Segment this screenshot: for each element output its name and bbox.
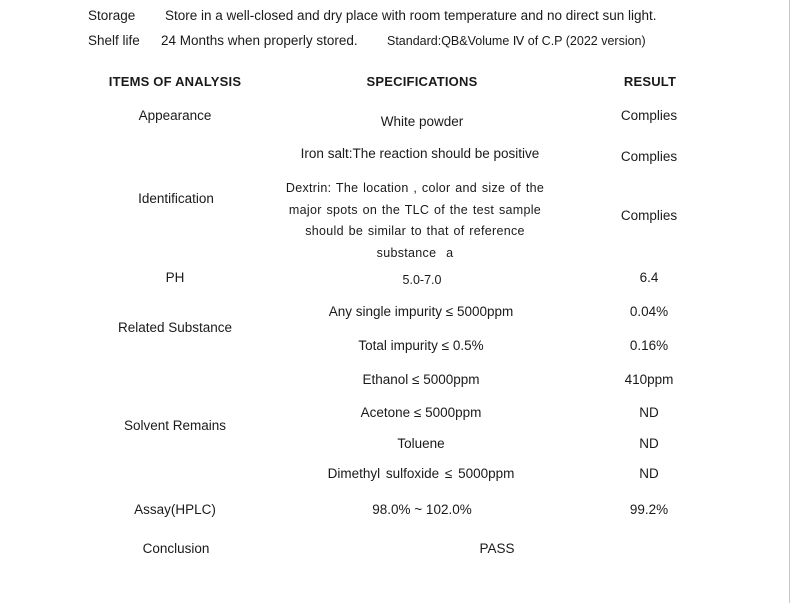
shelf-life-text: 24 Months when properly stored.: [161, 33, 358, 48]
spec-dextrin-line: major spots on the TLC of the test sample: [288, 202, 542, 217]
spec-appearance: White powder: [380, 114, 464, 129]
result-appearance: Complies: [620, 108, 678, 123]
spec-total-impurity: Total impurity ≤ 0.5%: [358, 338, 484, 353]
spec-ethanol: Ethanol ≤ 5000ppm: [362, 372, 480, 387]
result-ethanol: 410ppm: [624, 372, 674, 387]
item-appearance: Appearance: [138, 108, 212, 123]
item-ph: PH: [165, 270, 185, 285]
header-specifications: SPECIFICATIONS: [366, 74, 478, 89]
storage-text: Store in a well-closed and dry place with room temperature and no direct sun light.: [165, 8, 657, 23]
spec-toluene: Toluene: [397, 436, 445, 451]
item-identification: Identification: [138, 191, 214, 206]
result-dimethyl-sulfoxide: ND: [639, 466, 659, 481]
result-toluene: ND: [639, 436, 659, 451]
shelf-life-label: Shelf life: [88, 33, 140, 48]
result-acetone: ND: [639, 405, 659, 420]
spec-dextrin-line: substance a: [376, 245, 454, 260]
spec-dextrin-line: Dextrin: The location , color and size of the: [285, 181, 545, 195]
spec-ph: 5.0-7.0: [402, 273, 442, 287]
item-related-substance: Related Substance: [117, 320, 233, 335]
result-total-impurity: 0.16%: [629, 338, 669, 353]
result-assay: 99.2%: [629, 502, 669, 517]
storage-label: Storage: [88, 8, 136, 23]
item-assay: Assay(HPLC): [134, 502, 216, 517]
spec-acetone: Acetone ≤ 5000ppm: [360, 405, 482, 420]
standard-text: Standard:QB&Volume Ⅳ of C.P (2022 version): [387, 34, 646, 48]
header-items-of-analysis: ITEMS OF ANALYSIS: [108, 74, 242, 89]
result-dextrin: Complies: [620, 208, 678, 223]
spec-assay: 98.0% ~ 102.0%: [372, 502, 472, 517]
conclusion-value: PASS: [479, 541, 515, 556]
spec-dextrin: [274, 178, 556, 264]
item-conclusion: Conclusion: [142, 541, 210, 556]
result-iron-salt: Complies: [620, 149, 678, 164]
spec-single-impurity: Any single impurity ≤ 5000ppm: [328, 304, 514, 319]
spec-dextrin-line: should be similar to that of reference: [305, 224, 525, 238]
page-edge-divider: [789, 0, 790, 603]
spec-dimethyl-sulfoxide: Dimethyl sulfoxide ≤ 5000ppm: [327, 466, 515, 481]
item-solvent-remains: Solvent Remains: [123, 418, 227, 433]
result-ph: 6.4: [639, 270, 659, 285]
result-single-impurity: 0.04%: [629, 304, 669, 319]
spec-iron-salt: Iron salt:The reaction should be positive: [300, 146, 540, 161]
header-result: RESULT: [623, 74, 677, 89]
